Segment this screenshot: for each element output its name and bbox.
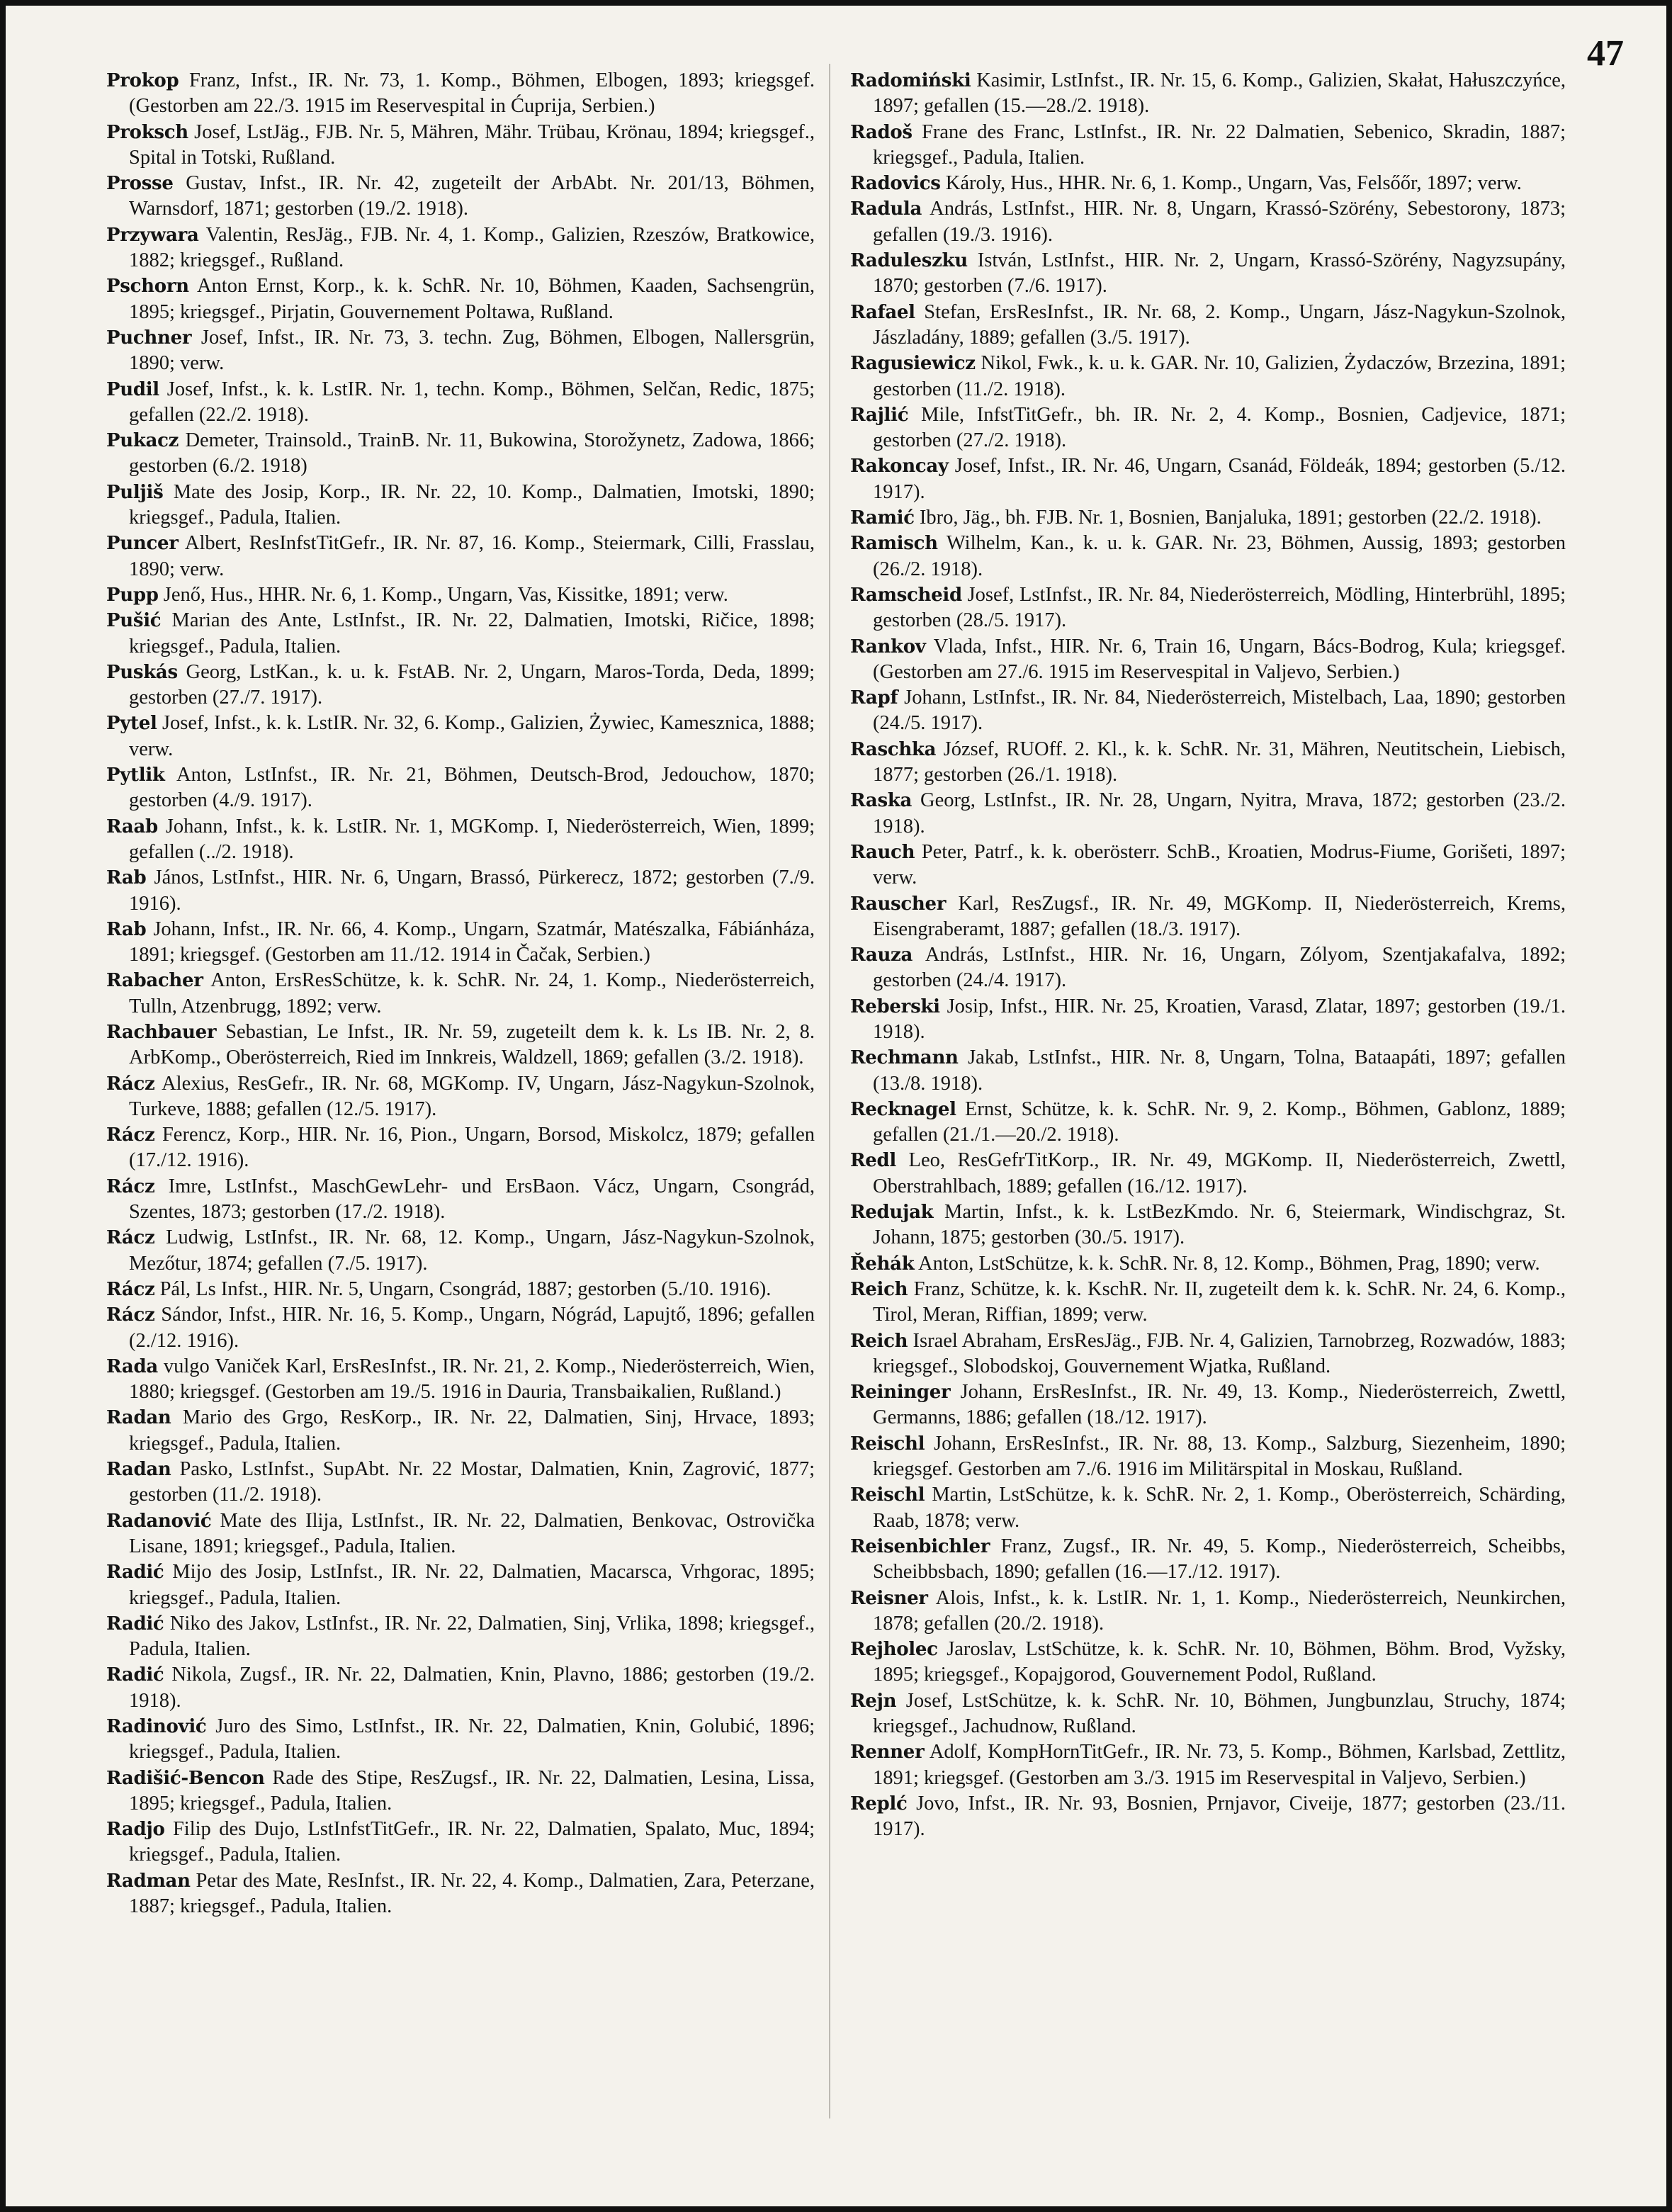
entry-details: Josef, LstInfst., IR. Nr. 84, Niederösterreich, Mödling, Hinterbrühl, 1895; gestorben (28./5. 1917).: [873, 583, 1566, 632]
list-entry: [850, 582, 1566, 634]
entry-details: Nikola, Zugsf., IR. Nr. 22, Dalmatien, Knin, Plavno, 1886; gestorben (19./2. 1918).: [129, 1664, 815, 1712]
list-entry: [106, 762, 815, 814]
list-entry: [850, 171, 1566, 196]
list-entry: [850, 942, 1566, 994]
list-entry: [850, 788, 1566, 840]
entry-surname: Proksch: [106, 121, 188, 143]
list-entry: [106, 273, 815, 325]
entry-details: Sebastian, Le Infst., IR. Nr. 59, zugeteilt dem k. k. Ls IB. Nr. 2, 8. ArbKomp., Oberösterreich, Ried im Innkreis, Waldzell, 1869; gefallen (3./2. 1918).: [129, 1020, 815, 1069]
entry-surname: Rachbauer: [106, 1021, 217, 1043]
entry-surname: Raska: [850, 790, 913, 812]
list-entry: [106, 120, 815, 171]
list-entry: [106, 968, 815, 1020]
entry-surname: Rácz: [106, 1227, 155, 1249]
entry-details: Valentin, ResJäg., FJB. Nr. 4, 1. Komp., Galizien, Rzeszów, Bratkowice, 1882; kriegsgef., Rußland.: [129, 223, 815, 272]
entry-surname: Raschka: [850, 738, 937, 760]
list-entry: [850, 1739, 1566, 1791]
entry-surname: Radan: [106, 1407, 171, 1429]
entry-details: Martin, Infst., k. k. LstBezKmdo. Nr. 6, Steiermark, Windischgraz, St. Johann, 1875; gestorben (30./5. 1917).: [873, 1201, 1566, 1249]
entry-surname: Rácz: [106, 1175, 155, 1197]
list-entry: [850, 1200, 1566, 1251]
entry-details: Johann, ErsResInfst., IR. Nr. 88, 13. Komp., Salzburg, Siezenheim, 1890; kriegsgef. Gestorben am 7./6. 1916 im Militärspital in Moskau, Rußland.: [873, 1432, 1566, 1481]
entry-surname: Rauscher: [850, 893, 947, 915]
entry-details: Ferencz, Korp., HIR. Nr. 16, Pion., Ungarn, Borsod, Miskolcz, 1879; gefallen (17./12. 1916).: [129, 1124, 815, 1172]
entry-surname: Pytlik: [106, 764, 165, 786]
entry-surname: Raduleszku: [850, 250, 968, 272]
entry-details: Károly, Hus., HHR. Nr. 6, 1. Komp., Ungarn, Vas, Felsőőr, 1897; verw.: [945, 172, 1522, 195]
entry-details: Johann, ErsResInfst., IR. Nr. 49, 13. Komp., Niederösterreich, Zwettl, Germanns, 1886; gefallen (18./12. 1917).: [873, 1381, 1566, 1429]
entry-surname: Rauza: [850, 944, 913, 966]
entry-surname: Rajlić: [850, 404, 909, 426]
entry-surname: Rab: [106, 918, 147, 940]
list-entry: [106, 68, 815, 120]
entry-surname: Rácz: [106, 1304, 155, 1326]
entry-details: András, LstInfst., HIR. Nr. 8, Ungarn, Krassó-Szörény, Sebestorony, 1873; gefallen (19./3. 1916).: [873, 198, 1566, 246]
entry-surname: Rácz: [106, 1278, 155, 1300]
entry-details: Pál, Ls Infst., HIR. Nr. 5, Ungarn, Csongrád, 1887; gestorben (5./10. 1916).: [159, 1277, 772, 1300]
entry-details: József, RUOff. 2. Kl., k. k. SchR. Nr. 31, Mähren, Neutitschein, Liebisch, 1877; gestorben (26./1. 1918).: [873, 738, 1566, 786]
entry-surname: Reich: [850, 1278, 908, 1300]
list-entry: [106, 1122, 815, 1174]
entry-surname: Řehák: [850, 1253, 915, 1275]
entry-surname: Rácz: [106, 1073, 155, 1095]
list-entry: [850, 840, 1566, 891]
entry-surname: Pudil: [106, 378, 159, 400]
list-entry: [850, 120, 1566, 171]
entry-surname: Ragusiewicz: [850, 353, 976, 375]
column-divider: [829, 64, 830, 2118]
entry-surname: Rada: [106, 1355, 158, 1377]
entry-details: Stefan, ErsResInfst., IR. Nr. 68, 2. Komp., Ungarn, Jász-Nagykun-Szolnok, Jászladány, 1889; gefallen (3./5. 1917).: [873, 300, 1566, 349]
list-entry: [106, 1354, 815, 1406]
entry-surname: Radjo: [106, 1819, 165, 1841]
entry-surname: Reisenbichler: [850, 1535, 990, 1557]
list-entry: [850, 402, 1566, 454]
list-entry: [106, 917, 815, 969]
entry-surname: Puljiš: [106, 481, 164, 503]
entry-surname: Puncer: [106, 533, 179, 555]
list-entry: [850, 531, 1566, 582]
list-entry: [850, 300, 1566, 351]
entry-surname: Rejn: [850, 1690, 897, 1712]
entry-details: Martin, LstSchütze, k. k. SchR. Nr. 2, 1. Komp., Oberösterreich, Schärding, Raab, 1878; verw.: [873, 1484, 1566, 1532]
entry-surname: Rabacher: [106, 970, 203, 992]
entry-details: Jaroslav, LstSchütze, k. k. SchR. Nr. 10, Böhmen, Böhm. Brod, Vyžsky, 1895; kriegsgef., Kopajgorod, Gouvernement Podol, Rußland.: [873, 1638, 1566, 1686]
right-column: [850, 68, 1566, 1842]
entry-details: Johann, Infst., IR. Nr. 66, 4. Komp., Ungarn, Szatmár, Matészalka, Fábiánháza, 1891; kriegsgef. (Gestorben am 11./12. 1914 in Čačak, Serbien.): [129, 918, 815, 966]
list-entry: [106, 1817, 815, 1868]
list-entry: [106, 428, 815, 480]
entry-surname: Reberski: [850, 995, 940, 1017]
entry-details: Leo, ResGefrTitKorp., IR. Nr. 49, MGKomp. II, Niederösterreich, Zwettl, Oberstrahlbach, 1889; gefallen (16./12. 1917).: [873, 1149, 1566, 1197]
entry-details: Frane des Franc, LstInfst., IR. Nr. 22 Dalmatien, Sebenico, Skradin, 1887; kriegsgef., Padula, Italien.: [873, 120, 1566, 169]
entry-surname: Pschorn: [106, 276, 189, 298]
entry-details: Sándor, Infst., HIR. Nr. 16, 5. Komp., Ungarn, Nógrád, Lapujtő, 1896; gefallen (2./12. 1916).: [129, 1304, 815, 1352]
list-entry: [850, 891, 1566, 943]
list-entry: [850, 453, 1566, 505]
entry-surname: Radić: [106, 1664, 164, 1686]
list-entry: [106, 1020, 815, 1071]
entry-surname: Renner: [850, 1742, 925, 1764]
list-entry: [850, 1251, 1566, 1277]
list-entry: [106, 1662, 815, 1714]
entry-surname: Reischl: [850, 1433, 925, 1455]
list-entry: [850, 1431, 1566, 1483]
entry-details: Imre, LstInfst., MaschGewLehr- und ErsBaon. Vácz, Ungarn, Csongrád, Szentes, 1873; gestorben (17./2. 1918).: [129, 1175, 815, 1224]
list-entry: [106, 1277, 815, 1302]
entry-surname: Recknagel: [850, 1098, 956, 1120]
list-entry: [850, 994, 1566, 1046]
list-entry: [106, 814, 815, 866]
list-entry: [106, 865, 815, 917]
list-entry: [106, 1225, 815, 1277]
list-entry: [850, 1482, 1566, 1534]
entry-surname: Reich: [850, 1330, 908, 1352]
left-column: [106, 68, 815, 1919]
list-entry: [106, 377, 815, 429]
list-entry: [850, 737, 1566, 789]
entry-details: Mijo des Josip, LstInfst., IR. Nr. 22, Dalmatien, Macarsca, Vrhgorac, 1895; kriegsgef., Padula, Italien.: [129, 1561, 815, 1609]
entry-details: Marian des Ante, LstInfst., IR. Nr. 22, Dalmatien, Imotski, Ričice, 1898; kriegsgef., Padula, Italien.: [129, 609, 815, 658]
list-entry: [106, 1457, 815, 1508]
list-entry: [106, 1071, 815, 1123]
entry-details: Georg, LstInfst., IR. Nr. 28, Ungarn, Nyitra, Mrava, 1872; gestorben (23./2. 1918).: [873, 789, 1566, 837]
entry-surname: Rapf: [850, 687, 898, 709]
list-entry: [850, 505, 1566, 531]
list-entry: [850, 1045, 1566, 1097]
entry-details: Josef, LstSchütze, k. k. SchR. Nr. 10, Böhmen, Jungbunzlau, Struchy, 1874; kriegsgef., Jachudnow, Rußland.: [873, 1689, 1566, 1737]
entry-details: Johann, LstInfst., IR. Nr. 84, Niederösterreich, Mistelbach, Laa, 1890; gestorben (24./5. 1917).: [873, 687, 1566, 735]
entry-details: Mario des Grgo, ResKorp., IR. Nr. 22, Dalmatien, Sinj, Hrvace, 1893; kriegsgef., Padula, Italien.: [129, 1406, 815, 1455]
entry-details: Franz, Infst., IR. Nr. 73, 1. Komp., Böhmen, Elbogen, 1893; kriegsgef. (Gestorben am 22./3. 1915 im Reservespital in Ćuprija, Serbien.): [129, 69, 815, 118]
entry-surname: Rauch: [850, 841, 915, 863]
list-entry: [106, 222, 815, 274]
entry-surname: Radić: [106, 1562, 164, 1584]
entry-surname: Radomiński: [850, 70, 971, 91]
entry-details: Josef, Infst., k. k. LstIR. Nr. 32, 6. Komp., Galizien, Żywiec, Kamesznica, 1888; verw.: [129, 712, 815, 760]
entry-details: Wilhelm, Kan., k. u. k. GAR. Nr. 23, Böhmen, Aussig, 1893; gestorben (26./2. 1918).: [873, 532, 1566, 580]
entry-details: Anton, LstSchütze, k. k. SchR. Nr. 8, 12. Komp., Böhmen, Prag, 1890; verw.: [917, 1252, 1540, 1275]
entry-details: Ludwig, LstInfst., IR. Nr. 68, 12. Komp., Ungarn, Jász-Nagykun-Szolnok, Mezőtur, 1874; gefallen (7./5. 1917).: [129, 1226, 815, 1275]
entry-details: Jakab, LstInfst., HIR. Nr. 8, Ungarn, Tolna, Bataapáti, 1897; gefallen (13./8. 1918).: [873, 1046, 1566, 1095]
entry-details: Ernst, Schütze, k. k. SchR. Nr. 9, 2. Komp., Böhmen, Gablonz, 1889; gefallen (21./1.—20./2. 1918).: [873, 1097, 1566, 1146]
list-entry: [106, 1868, 815, 1920]
entry-surname: Radić: [106, 1613, 164, 1635]
entry-details: Petar des Mate, ResInfst., IR. Nr. 22, 4. Komp., Dalmatien, Zara, Peterzane, 1887; kriegsgef., Padula, Italien.: [129, 1869, 815, 1918]
list-entry: [106, 582, 815, 608]
entry-details: Juro des Simo, LstInfst., IR. Nr. 22, Dalmatien, Knin, Golubić, 1896; kriegsgef., Padula, Italien.: [129, 1715, 815, 1764]
list-entry: [106, 1611, 815, 1663]
entry-details: Josef, Infst., IR. Nr. 46, Ungarn, Csanád, Földeák, 1894; gestorben (5./12. 1917).: [873, 455, 1566, 503]
entry-details: András, LstInfst., HIR. Nr. 16, Ungarn, Zólyom, Szentjakafalva, 1892; gestorben (24./4. 1917).: [873, 944, 1566, 992]
list-entry: [850, 248, 1566, 300]
list-entry: [850, 685, 1566, 737]
entry-surname: Prokop: [106, 70, 179, 91]
entry-surname: Raab: [106, 816, 158, 837]
entry-details: Albert, ResInfstTitGefr., IR. Nr. 87, 16. Komp., Steiermark, Cilli, Frasslau, 1890; verw.: [129, 532, 815, 580]
entry-details: Josef, LstJäg., FJB. Nr. 5, Mähren, Mähr. Trübau, Krönau, 1894; kriegsgef., Spital in Totski, Rußland.: [129, 120, 815, 169]
entry-surname: Ramscheid: [850, 584, 962, 606]
entry-details: Gustav, Infst., IR. Nr. 42, zugeteilt der ArbAbt. Nr. 201/13, Böhmen, Warnsdorf, 1871; gestorben (19./2. 1918).: [129, 172, 815, 220]
entry-details: Josef, Infst., k. k. LstIR. Nr. 1, techn. Komp., Böhmen, Selčan, Redic, 1875; gefallen (22./2. 1918).: [129, 378, 815, 426]
list-entry: [106, 1508, 815, 1560]
entry-details: Anton, ErsResSchütze, k. k. SchR. Nr. 24, 1. Komp., Niederösterreich, Tulln, Atzenbrugg, 1892; verw.: [129, 969, 815, 1017]
entry-surname: Puskás: [106, 661, 178, 683]
entry-details: Vlada, Infst., HIR. Nr. 6, Train 16, Ungarn, Bács-Bodrog, Kula; kriegsgef. (Gestorben am 27./6. 1915 im Reservespital in Valjevo, Serbien.): [873, 635, 1566, 683]
entry-surname: Radinović: [106, 1716, 207, 1737]
entry-surname: Rácz: [106, 1124, 155, 1146]
list-entry: [850, 1148, 1566, 1200]
entry-details: István, LstInfst., HIR. Nr. 2, Ungarn, Krassó-Szörény, Nagyzsupány, 1870; gestorben (7./6. 1917).: [873, 249, 1566, 298]
entry-details: Nikol, Fwk., k. u. k. GAR. Nr. 10, Galizien, Żydaczów, Brzezina, 1891; gestorben (11./2. 1918).: [873, 352, 1566, 400]
entry-surname: Przywara: [106, 224, 199, 246]
entry-surname: Ramisch: [850, 533, 938, 555]
entry-details: Mile, InfstTitGefr., bh. IR. Nr. 2, 4. Komp., Bosnien, Cadjevice, 1871; gestorben (27./2. 1918).: [873, 403, 1566, 452]
entry-surname: Reischl: [850, 1484, 925, 1506]
entry-details: Anton, LstInfst., IR. Nr. 21, Böhmen, Deutsch-Brod, Jedouchow, 1870; gestorben (4./9. 1917).: [129, 764, 815, 812]
list-entry: [850, 1328, 1566, 1380]
entry-details: János, LstInfst., HIR. Nr. 6, Ungarn, Brassó, Pürkerecz, 1872; gestorben (7./9. 1916).: [129, 867, 815, 915]
entry-details: Georg, LstKan., k. u. k. FstAB. Nr. 2, Ungarn, Maros-Torda, Deda, 1899; gestorben (27./7. 1917).: [129, 660, 815, 709]
list-entry: [850, 351, 1566, 402]
entry-details: Niko des Jakov, LstInfst., IR. Nr. 22, Dalmatien, Sinj, Vrlika, 1898; kriegsgef., Padula, Italien.: [129, 1612, 815, 1661]
entry-details: Israel Abraham, ErsResJäg., FJB. Nr. 4, Galizien, Tarnobrzeg, Rozwadów, 1883; kriegsgef., Slobodskoj, Gouvernement Wjatka, Rußland.: [873, 1329, 1566, 1377]
entry-details: Josip, Infst., HIR. Nr. 25, Kroatien, Varasd, Zlatar, 1897; gestorben (19./1. 1918).: [873, 995, 1566, 1043]
entry-surname: Pukacz: [106, 430, 179, 452]
list-entry: [850, 1534, 1566, 1586]
list-entry: [850, 1097, 1566, 1149]
entry-details: Mate des Josip, Korp., IR. Nr. 22, 10. Komp., Dalmatien, Imotski, 1890; kriegsgef., Padula, Italien.: [129, 480, 815, 529]
entry-surname: Radanović: [106, 1510, 212, 1532]
entry-surname: Pytel: [106, 713, 157, 735]
entry-surname: Rab: [106, 867, 147, 889]
entry-surname: Radovics: [850, 173, 941, 195]
entry-surname: Redl: [850, 1150, 897, 1172]
list-entry: [850, 1277, 1566, 1328]
list-entry: [850, 1586, 1566, 1637]
entry-details: Mate des Ilija, LstInfst., IR. Nr. 22, Dalmatien, Benkovac, Ostrovička Lisane, 1891; kriegsgef., Padula, Italien.: [129, 1509, 815, 1557]
entry-surname: Reininger: [850, 1382, 951, 1404]
entry-details: Demeter, Trainsold., TrainB. Nr. 11, Bukowina, Storožynetz, Zadowa, 1866; gestorben (6./2. 1918): [129, 429, 815, 478]
entry-details: Adolf, KompHornTitGefr., IR. Nr. 73, 5. Komp., Böhmen, Karlsbad, Zettlitz, 1891; kriegsgef. (Gestorben am 3./3. 1915 im Reservespital in Valjevo, Serbien.): [873, 1741, 1566, 1789]
entry-details: Franz, Zugsf., IR. Nr. 49, 5. Komp., Niederösterreich, Scheibbs, Scheibbsbach, 1890; gefallen (16.—17./12. 1917).: [873, 1535, 1566, 1584]
entry-surname: Replć: [850, 1793, 908, 1815]
list-entry: [106, 480, 815, 531]
entry-details: Alexius, ResGefr., IR. Nr. 68, MGKomp. IV, Ungarn, Jász-Nagykun-Szolnok, Turkeve, 1888; gefallen (12./5. 1917).: [129, 1072, 815, 1120]
entry-details: Alois, Infst., k. k. LstIR. Nr. 1, 1. Komp., Niederösterreich, Neunkirchen, 1878; gefallen (20./2. 1918).: [873, 1586, 1566, 1635]
list-entry: [106, 1174, 815, 1226]
list-entry: [850, 68, 1566, 120]
entry-details: Johann, Infst., k. k. LstIR. Nr. 1, MGKomp. I, Niederösterreich, Wien, 1899; gefallen (../2. 1918).: [129, 815, 815, 863]
list-entry: [850, 1637, 1566, 1688]
list-entry: [106, 325, 815, 377]
list-entry: [106, 608, 815, 660]
list-entry: [850, 1791, 1566, 1843]
entry-details: Peter, Patrf., k. k. oberösterr. SchB., Kroatien, Modrus-Fiume, Gorišeti, 1897; verw.: [873, 840, 1566, 889]
entry-details: Jenő, Hus., HHR. Nr. 6, 1. Komp., Ungarn, Vas, Kissitke, 1891; verw.: [163, 583, 728, 606]
entry-details: vulgo Vaniček Karl, ErsResInfst., IR. Nr. 21, 2. Komp., Niederösterreich, Wien, 1880; kriegsgef. (Gestorben am 19./5. 1916 in Dauria, Transbaikalien, Rußland.): [129, 1355, 815, 1404]
entry-details: Karl, ResZugsf., IR. Nr. 49, MGKomp. II, Niederösterreich, Krems, Eisengraberamt, 1887; gefallen (18./3. 1917).: [873, 892, 1566, 940]
list-entry: [106, 1302, 815, 1354]
entry-surname: Pupp: [106, 584, 159, 606]
list-entry: [850, 1379, 1566, 1431]
entry-surname: Ramić: [850, 507, 915, 529]
entry-details: Josef, Infst., IR. Nr. 73, 3. techn. Zug, Böhmen, Elbogen, Nallersgrün, 1890; verw.: [129, 326, 815, 375]
entry-surname: Prosse: [106, 173, 174, 195]
entry-surname: Redujak: [850, 1202, 934, 1224]
entry-details: Filip des Dujo, LstInfstTitGefr., IR. Nr. 22, Dalmatien, Spalato, Muc, 1894; kriegsgef., Padula, Italien.: [129, 1818, 815, 1866]
entry-details: Kasimir, LstInfst., IR. Nr. 15, 6. Komp., Galizien, Skałat, Hałuszczyńce, 1897; gefallen (15.—28./2. 1918).: [873, 69, 1566, 118]
entry-details: Jovo, Infst., IR. Nr. 93, Bosnien, Prnjavor, Civeije, 1877; gestorben (23./11. 1917).: [873, 1792, 1566, 1841]
entry-surname: Radula: [850, 198, 922, 220]
entry-surname: Rechmann: [850, 1047, 959, 1069]
entry-details: Pasko, LstInfst., SupAbt. Nr. 22 Mostar, Dalmatien, Knin, Zagrović, 1877; gestorben (11./2. 1918).: [129, 1458, 815, 1506]
list-entry: [106, 660, 815, 711]
entry-surname: Rankov: [850, 636, 926, 658]
entry-surname: Radoš: [850, 121, 913, 143]
entry-surname: Rafael: [850, 301, 915, 323]
page-number: 47: [1587, 33, 1624, 74]
list-entry: [106, 1766, 815, 1817]
entry-surname: Radan: [106, 1459, 171, 1481]
list-entry: [106, 1559, 815, 1611]
list-entry: [850, 634, 1566, 686]
entry-surname: Pušić: [106, 610, 162, 632]
entry-details: Anton Ernst, Korp., k. k. SchR. Nr. 10, Böhmen, Kaaden, Sachsengrün, 1895; kriegsgef., Pirjatin, Gouvernement Poltawa, Rußland.: [129, 275, 815, 323]
list-entry: [106, 531, 815, 582]
list-entry: [850, 196, 1566, 248]
entry-surname: Radman: [106, 1870, 191, 1892]
entry-surname: Rakoncay: [850, 456, 949, 478]
entry-details: Franz, Schütze, k. k. KschR. Nr. II, zugeteilt dem k. k. SchR. Nr. 24, 6. Komp., Tirol, Meran, Riffian, 1899; verw.: [873, 1277, 1566, 1326]
list-entry: [106, 1405, 815, 1457]
entry-details: Rade des Stipe, ResZugsf., IR. Nr. 22, Dalmatien, Lesina, Lissa, 1895; kriegsgef., Padula, Italien.: [129, 1766, 815, 1815]
list-entry: [106, 711, 815, 762]
list-entry: [106, 171, 815, 222]
entry-details: Ibro, Jäg., bh. FJB. Nr. 1, Bosnien, Banjaluka, 1891; gestorben (22./2. 1918).: [919, 507, 1542, 529]
list-entry: [106, 1714, 815, 1766]
list-entry: [850, 1688, 1566, 1740]
entry-surname: Reisner: [850, 1587, 928, 1609]
entry-surname: Rejholec: [850, 1639, 938, 1661]
entry-surname: Puchner: [106, 327, 192, 349]
entry-surname: Radišić-Bencon: [106, 1767, 265, 1789]
